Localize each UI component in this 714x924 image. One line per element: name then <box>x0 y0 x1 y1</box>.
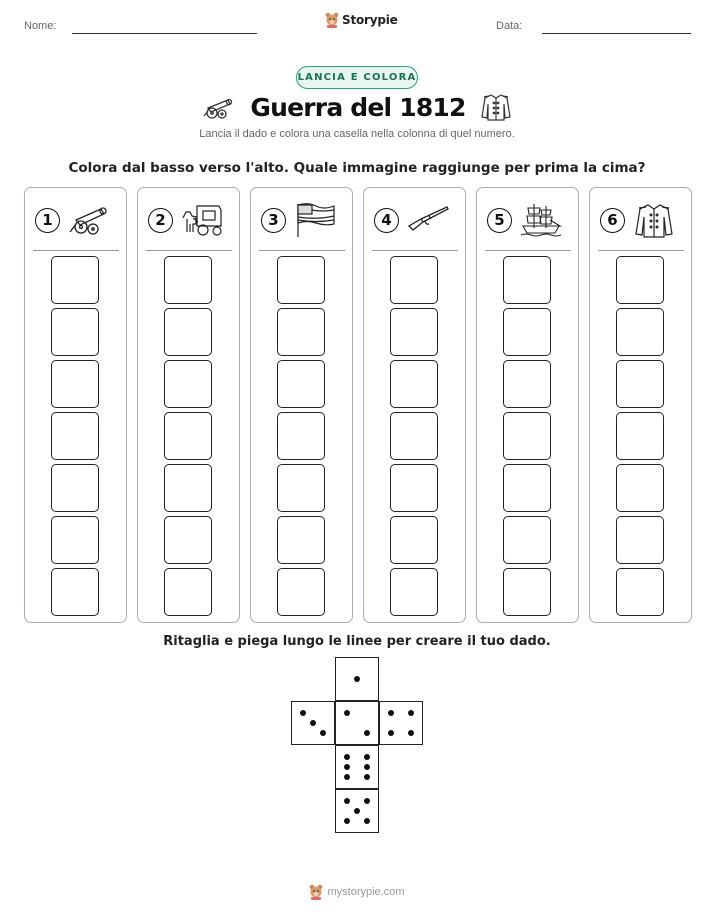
dice-pip <box>300 710 306 716</box>
dice-pip <box>364 798 370 804</box>
flag-icon <box>294 202 336 238</box>
color-box[interactable] <box>616 568 664 616</box>
subtitle: Lancia il dado e colora una casella nella colonna di quel numero. <box>199 128 515 140</box>
color-box[interactable] <box>164 360 212 408</box>
dice-pip <box>344 774 350 780</box>
column-2 <box>137 187 240 623</box>
color-box[interactable] <box>277 516 325 564</box>
color-box[interactable] <box>616 256 664 304</box>
color-box[interactable] <box>164 568 212 616</box>
date-label: Data: <box>496 20 523 32</box>
color-box[interactable] <box>390 568 438 616</box>
color-box[interactable] <box>503 412 551 460</box>
bear-mascot-icon <box>309 884 323 900</box>
bear-mascot-icon <box>325 12 339 28</box>
dice-instruction: Ritaglia e piega lungo le linee per creare il tuo dado. <box>163 634 551 649</box>
column-number: 5 <box>487 208 512 233</box>
color-box[interactable] <box>51 412 99 460</box>
column-divider <box>598 250 684 251</box>
color-box[interactable] <box>390 412 438 460</box>
dice-pip <box>388 710 394 716</box>
color-box[interactable] <box>277 256 325 304</box>
dice-face-left <box>291 701 335 745</box>
activity-badge: LANCIA E COLORA <box>296 66 418 89</box>
page-title: Guerra del 1812 <box>250 92 466 122</box>
dice-pip <box>408 710 414 716</box>
dice-pip <box>408 730 414 736</box>
color-box[interactable] <box>503 308 551 356</box>
color-box[interactable] <box>51 568 99 616</box>
name-line[interactable] <box>72 33 257 34</box>
horse-carriage-icon <box>181 202 223 238</box>
dice-pip <box>344 764 350 770</box>
name-label: Nome: <box>24 20 57 32</box>
color-box[interactable] <box>277 360 325 408</box>
color-box[interactable] <box>503 360 551 408</box>
game-instruction: Colora dal basso verso l'alto. Quale immagine raggiunge per prima la cima? <box>68 160 646 176</box>
title-row <box>0 92 714 122</box>
color-box[interactable] <box>277 412 325 460</box>
color-box[interactable] <box>503 464 551 512</box>
color-box[interactable] <box>51 360 99 408</box>
footer <box>0 884 714 900</box>
dice-pip <box>364 818 370 824</box>
color-box[interactable] <box>390 464 438 512</box>
color-box[interactable] <box>51 308 99 356</box>
date-line[interactable] <box>542 33 691 34</box>
color-box[interactable] <box>616 360 664 408</box>
dice-pip <box>344 754 350 760</box>
color-box[interactable] <box>616 464 664 512</box>
brand-logo <box>325 12 398 28</box>
column-number: 4 <box>374 208 399 233</box>
color-box[interactable] <box>390 308 438 356</box>
color-box[interactable] <box>503 568 551 616</box>
cannon-icon <box>68 202 110 238</box>
dice-face-back <box>335 789 379 833</box>
color-box[interactable] <box>277 568 325 616</box>
column-4 <box>363 187 466 623</box>
dice-face-center <box>335 701 379 745</box>
military-jacket-icon <box>480 92 512 122</box>
column-number: 6 <box>600 208 625 233</box>
color-box[interactable] <box>277 464 325 512</box>
dice-pip <box>364 754 370 760</box>
color-box[interactable] <box>616 516 664 564</box>
column-number: 2 <box>148 208 173 233</box>
color-box[interactable] <box>390 360 438 408</box>
color-box[interactable] <box>164 412 212 460</box>
dice-pip <box>388 730 394 736</box>
brand-name: Storypie <box>342 13 398 27</box>
column-divider <box>372 250 458 251</box>
footer-url[interactable]: mystorypie.com <box>327 886 405 898</box>
dice-pip <box>364 764 370 770</box>
cannon-icon <box>202 94 236 120</box>
dice-pip <box>310 720 316 726</box>
dice-pip <box>354 808 360 814</box>
color-box[interactable] <box>616 308 664 356</box>
color-box[interactable] <box>390 256 438 304</box>
color-box[interactable] <box>164 256 212 304</box>
column-3 <box>250 187 353 623</box>
column-number: 3 <box>261 208 286 233</box>
dice-pip <box>344 710 350 716</box>
musket-icon <box>407 202 449 238</box>
color-box[interactable] <box>51 256 99 304</box>
dice-pip <box>344 798 350 804</box>
column-6 <box>589 187 692 623</box>
column-divider <box>33 250 119 251</box>
color-box[interactable] <box>503 516 551 564</box>
color-box[interactable] <box>164 308 212 356</box>
dice-pip <box>364 774 370 780</box>
dice-pip <box>354 676 360 682</box>
dice-face-top <box>335 657 379 701</box>
color-box[interactable] <box>51 464 99 512</box>
color-box[interactable] <box>390 516 438 564</box>
color-box[interactable] <box>616 412 664 460</box>
color-box[interactable] <box>51 516 99 564</box>
sailing-ship-icon <box>520 202 562 238</box>
color-box[interactable] <box>164 516 212 564</box>
column-divider <box>485 250 571 251</box>
dice-face-right <box>379 701 423 745</box>
column-number: 1 <box>35 208 60 233</box>
column-5 <box>476 187 579 623</box>
dice-pip <box>344 818 350 824</box>
columns-area <box>24 187 690 623</box>
dice-face-bottom <box>335 745 379 789</box>
column-1 <box>24 187 127 623</box>
column-divider <box>146 250 232 251</box>
dice-pip <box>364 730 370 736</box>
dice-pip <box>320 730 326 736</box>
color-box[interactable] <box>164 464 212 512</box>
color-box[interactable] <box>503 256 551 304</box>
color-box[interactable] <box>277 308 325 356</box>
column-divider <box>259 250 345 251</box>
military-jacket-icon <box>633 202 675 238</box>
